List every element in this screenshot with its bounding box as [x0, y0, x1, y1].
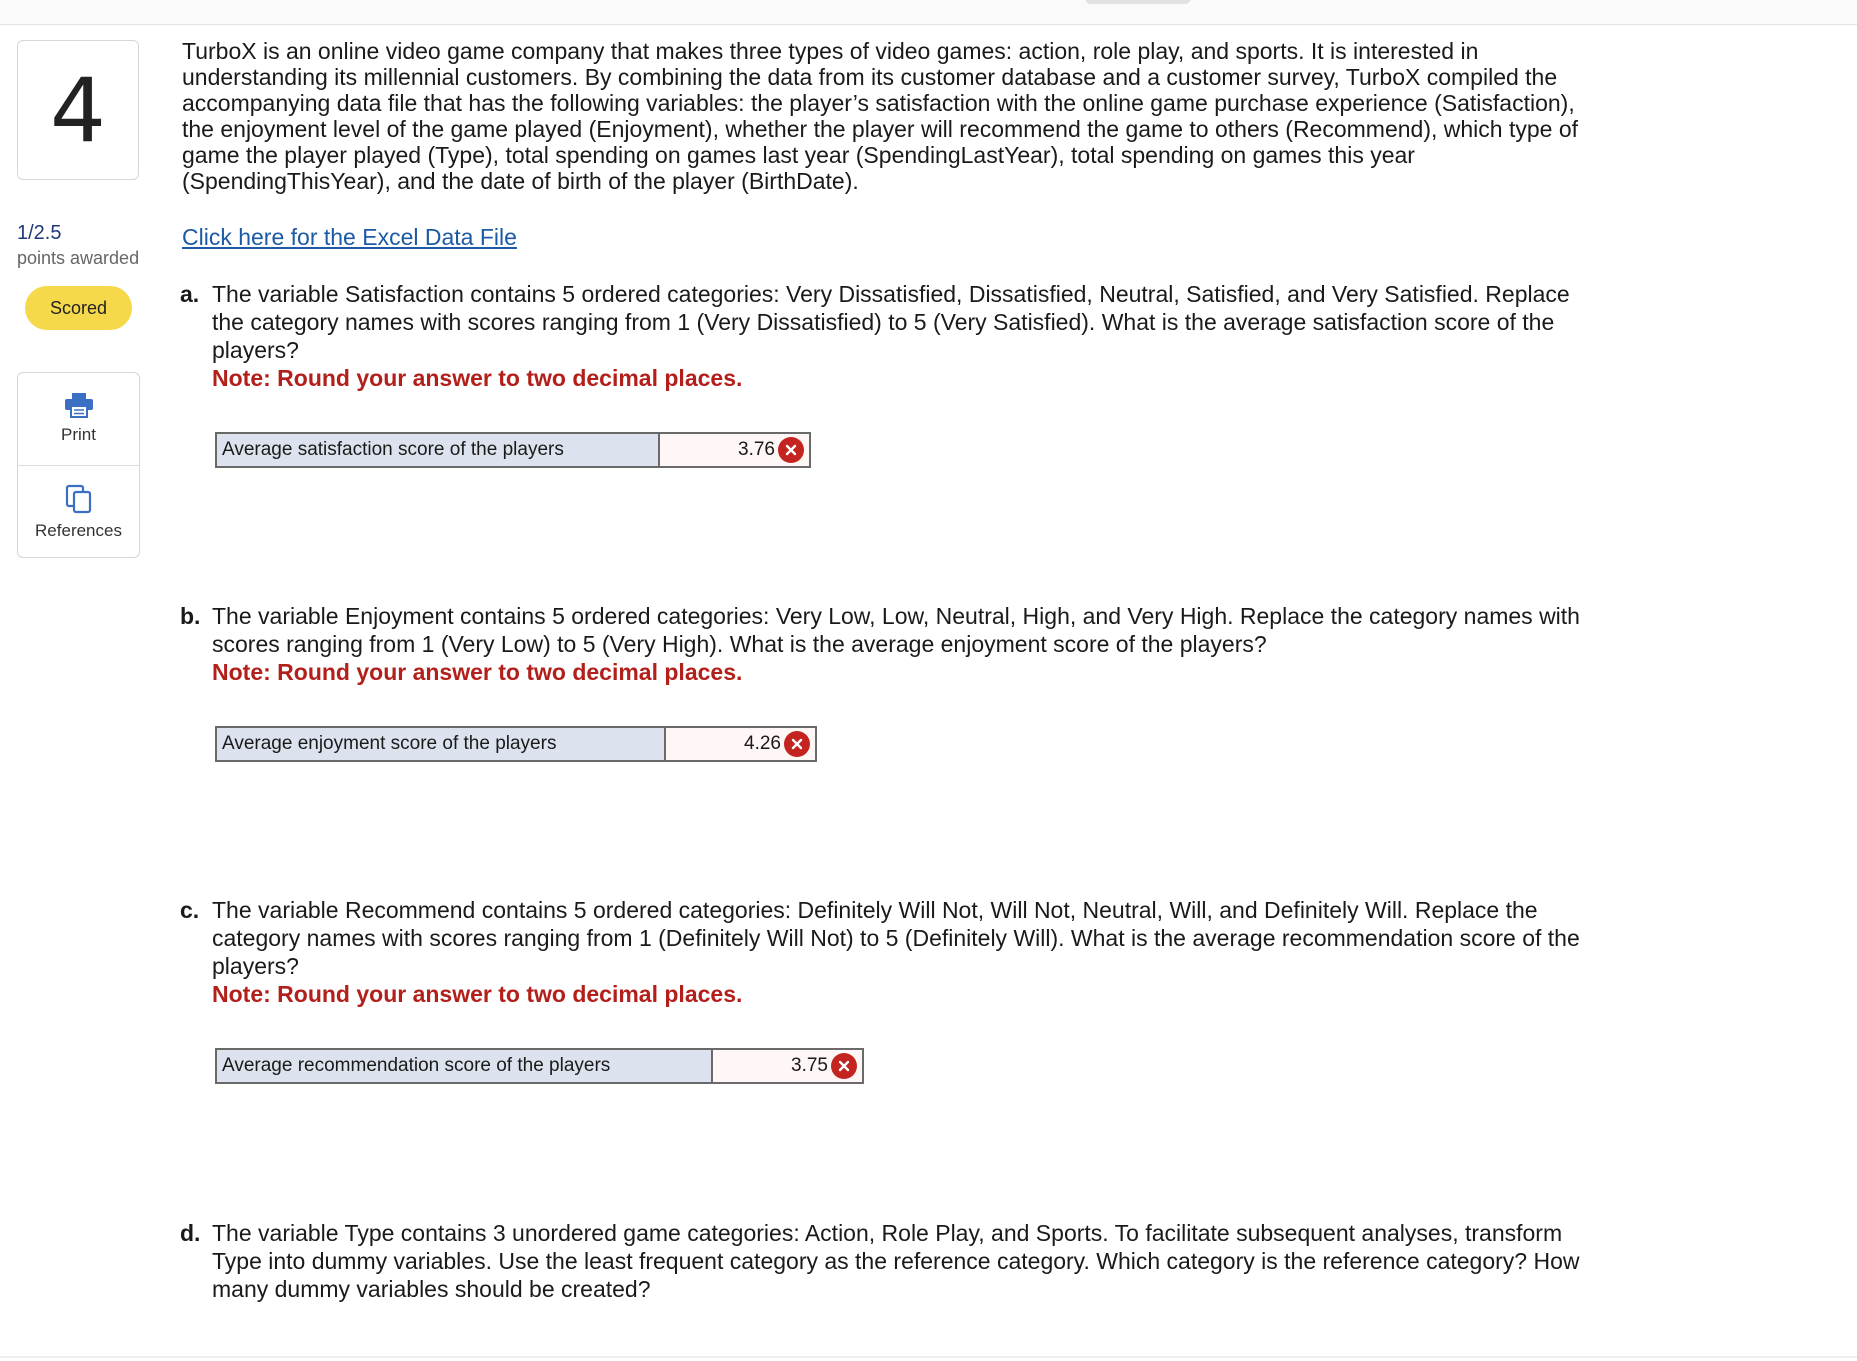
part-c: [180, 896, 1580, 1008]
print-button[interactable]: [18, 373, 139, 466]
references-button[interactable]: [18, 465, 139, 557]
incorrect-icon: [778, 437, 804, 463]
answer-label: Average recommendation score of the players: [217, 1050, 713, 1082]
rounding-note: Note: Round your answer to two decimal places.: [212, 981, 743, 1007]
part-letter: b.: [180, 603, 201, 629]
excel-data-link[interactable]: Click here for the Excel Data File: [182, 224, 517, 250]
tools-panel: [17, 372, 140, 558]
answer-value: 4.26: [744, 733, 781, 754]
answer-input[interactable]: [660, 434, 809, 466]
part-text: The variable Type contains 3 unordered game categories: Action, Role Play, and Sports. To facilitate subsequent analyses, transform Type into dummy variables. Use the least frequent category as the reference category. Which category is the reference category? How many dummy variables should be created?: [212, 1220, 1580, 1302]
answer-table: [215, 432, 811, 468]
answer-value: 3.75: [791, 1055, 828, 1076]
answer-table: [215, 1048, 864, 1084]
incorrect-icon: [831, 1053, 857, 1079]
part-letter: c.: [180, 897, 200, 923]
part-text: The variable Recommend contains 5 ordered categories: Definitely Will Not, Will Not, Neutral, Will, and Definitely Will. Replace the category names with scores ranging from 1 (Definitely Will Not) to 5 (Definitely Will). What is the average recommendation score of the players?: [212, 897, 1580, 979]
top-bar: [0, 0, 1857, 25]
part-b: [180, 602, 1580, 686]
incorrect-icon: [784, 731, 810, 757]
points-label: points awarded: [17, 248, 140, 268]
points-score: 1/2.5: [17, 222, 62, 244]
rounding-note: Note: Round your answer to two decimal places.: [212, 365, 743, 391]
answer-label: Average satisfaction score of the players: [217, 434, 660, 466]
answer-input[interactable]: [713, 1050, 862, 1082]
part-text: The variable Satisfaction contains 5 ordered categories: Very Dissatisfied, Dissatisfied, Neutral, Satisfied, and Very Satisfied. Replace the category names with scores ranging from 1 (Very Dissatisfied) to 5 (Very Satisfied). What is the average satisfaction score of the players?: [212, 281, 1570, 363]
answer-label: Average enjoyment score of the players: [217, 728, 666, 760]
part-text: The variable Enjoyment contains 5 ordered categories: Very Low, Low, Neutral, High, and Very High. Replace the category names with scores ranging from 1 (Very Low) to 5 (Very High). What is the average enjoyment score of the players?: [212, 603, 1580, 657]
rounding-note: Note: Round your answer to two decimal places.: [212, 659, 743, 685]
answer-value: 3.76: [738, 439, 775, 460]
answer-input[interactable]: [666, 728, 815, 760]
part-letter: a.: [180, 281, 200, 307]
references-icon: [64, 483, 94, 515]
question-intro: TurboX is an online video game company that makes three types of video games: action, role play, and sports. It is interested in understanding its millennial customers. By combining the data from its customer database and a customer survey, TurboX compiled the accompanying data file that has the following variables: the player’s satisfaction with the online game purchase experience (Satisfaction), the enjoyment level of the game played (Enjoyment), whether the player will recommend the game to others (Recommend), which type of game the player played (Type), total spending on games last year (SpendingLastYear), total spending on games this year (SpendingThisYear), and the date of birth of the player (BirthDate).: [182, 38, 1579, 194]
part-a: [180, 280, 1580, 392]
bottom-divider: [0, 1356, 1857, 1358]
part-letter: d.: [180, 1220, 201, 1246]
status-badge: Scored: [25, 286, 132, 330]
printer-icon: [63, 391, 95, 419]
part-d: [180, 1219, 1580, 1303]
top-handle[interactable]: [1085, 0, 1191, 4]
question-number: 4: [17, 40, 139, 180]
references-label: References: [35, 521, 122, 540]
answer-table: [215, 726, 817, 762]
print-label: Print: [61, 425, 96, 444]
